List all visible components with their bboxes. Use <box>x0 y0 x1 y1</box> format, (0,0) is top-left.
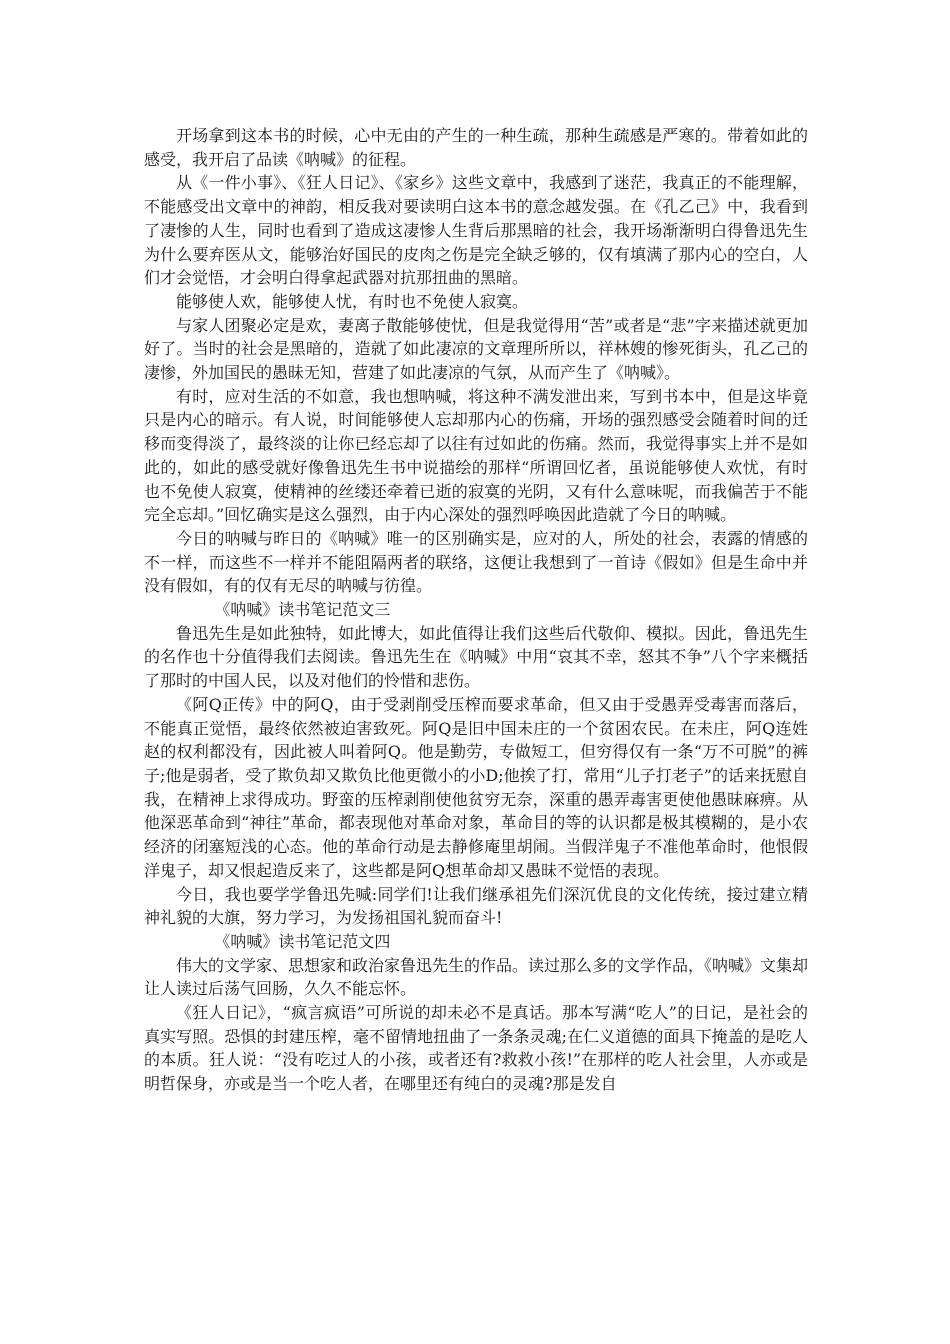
paragraph: 从《一件小事》、《狂人日记》、《家乡》这些文章中，我感到了迷茫，我真正的不能理解，不能感受出文章中的神韵，相反我对要读明白这本书的意念越发强。在《孔乙己》中，我看到了凄惨的人生，同时也看到了造成这凄惨人生背后那黑暗的社会，我开场渐渐明白得鲁迅先生为什么要弃医从文，能够治好国民的皮肉之伤是完全缺乏够的，仅有填满了那内心的空白，人们才会觉悟，才会明白得拿起武器对抗那扭曲的黑暗。 <box>144 173 808 288</box>
paragraph: 《阿Q正传》中的阿Q，由于受剥削受压榨而要求革命，但又由于受愚弄受毒害而落后，不能真正觉悟，最终依然被迫害致死。阿Q是旧中国未庄的一个贫困农民。在未庄，阿Q连姓赵的权利都没有，因此被人叫着阿Q。他是勤劳，专做短工，但穷得仅有一条“万不可脱”的裤子;他是弱者，受了欺负却又欺负比他更微小的小D;他挨了打，常用“儿子打老子”的话来抚慰自我，在精神上求得成功。野蛮的压榨剥削使他贫穷无奈，深重的愚弄毒害更使他愚昧麻痹。从他深恶革命到“神往”革命，都表现他对革命对象，革命目的等的认识都是极其模糊的，是小农经济的闭塞短浅的心态。他的革命行动是去静修庵里胡闹。当假洋鬼子不准他革命时，他恨假洋鬼子，却又恨起造反来了，这些都是阿Q想革命却又愚昧不觉悟的表现。 <box>144 694 808 880</box>
document-body <box>144 124 808 1096</box>
paragraph: 能够使人欢，能够使人忧，有时也不免使人寂寞。 <box>176 291 529 311</box>
paragraph: 鲁迅先生是如此独特，如此博大，如此值得让我们这些后代敬仰、模拟。因此，鲁迅先生的名作也十分值得我们去阅读。鲁迅先生在《呐喊》中用“哀其不幸，怒其不争”八个字来概括了那时的中国人民，以及对他们的怜惜和悲伤。 <box>144 623 808 691</box>
paragraph: 伟大的文学家、思想家和政治家鲁迅先生的作品。读过那么多的文学作品，《呐喊》文集却让人读过后荡气回肠，久久不能忘怀。 <box>144 955 809 999</box>
paragraph: 今日，我也要学学鲁迅先喊:同学们!让我们继承祖先们深沉优良的文化传统，接过建立精神礼貌的大旗，努力学习，为发扬祖国礼貌而奋斗! <box>144 884 808 928</box>
paragraph: 开场拿到这本书的时候，心中无由的产生的一种生疏，那种生疏感是严寒的。带着如此的感受，我开启了品读《呐喊》的征程。 <box>144 126 808 169</box>
section-heading: 《呐喊》读书笔记范文四 <box>214 931 391 951</box>
paragraph: 《狂人日记》，“疯言疯语”可所说的却未必不是真话。那本写满“吃人”的日记，是社会的真实写照。恐惧的封建压榨，毫不留情地扭曲了一条条灵魂;在仁义道德的面具下掩盖的是吃人的本质。狂人说：“没有吃过人的小孩，或者还有?救救小孩!”在那样的吃人社会里，人亦或是明哲保身，亦或是当一个吃人者，在哪里还有纯白的灵魂?那是发自 <box>144 1003 808 1094</box>
paragraph: 有时，应对生活的不如意，我也想呐喊，将这种不满发泄出来，写到书本中，但是这毕竟只是内心的暗示。有人说，时间能够使人忘却那内心的伤痛，开场的强烈感受会随着时间的迁移而变得淡了，最终淡的让你已经忘却了以往有过如此的伤痛。然而，我觉得事实上并不是如此的，如此的感受就好像鲁迅先生书中说描绘的那样“所谓回忆者，虽说能够使人欢忧，有时也不免使人寂寞，使精神的丝缕还牵着已逝的寂寞的光阴，又有什么意味呢，而我偏苦于不能完全忘却。”回忆确实是这么强烈，由于内心深处的强烈呼唤因此造就了今日的呐喊。 <box>144 386 808 525</box>
paragraph: 今日的呐喊与昨日的《呐喊》唯一的区别确实是，应对的人，所处的社会，表露的情感的不一样，而这些不一样并不能阻隔两者的联络，这便让我想到了一首诗《假如》但是生命中并没有假如，有的仅有无尽的呐喊与彷徨。 <box>144 528 808 596</box>
section-heading: 《呐喊》读书笔记范文三 <box>214 600 391 620</box>
paragraph: 与家人团聚必定是欢，妻离子散能够使忧，但是我觉得用“苦”或者是“悲”字来描述就更加好了。当时的社会是黑暗的，造就了如此凄凉的文章理所所以，祥林嫂的惨死街头，孔乙己的凄惨，外加国民的愚昧无知，营建了如此凄凉的气氛，从而产生了《呐喊》。 <box>144 315 808 383</box>
